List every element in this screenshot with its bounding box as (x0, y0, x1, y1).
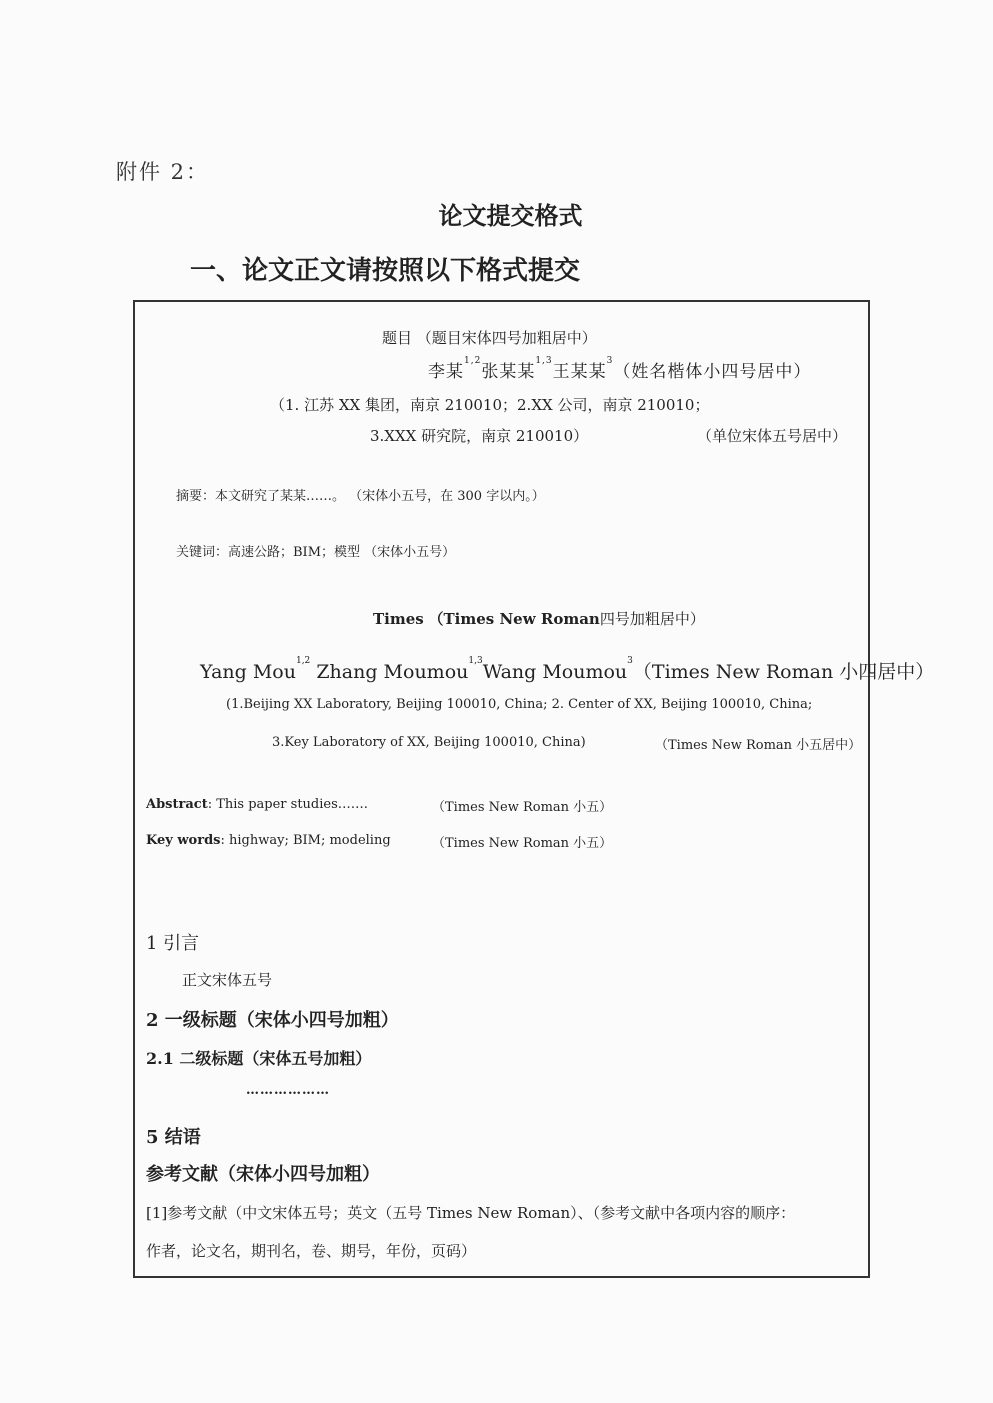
reference-line-2: 作者，论文名，期刊名，卷、期号，年份，页码） (146, 1242, 477, 1260)
cn-affiliation-line-1: （1. 江苏 XX 集团，南京 210010；2.XX 公司，南京 210010； (270, 396, 710, 414)
heading-conclusion: 5 结语 (146, 1127, 201, 1148)
en-title-line (373, 608, 705, 629)
ellipsis-placeholder: ……………… (246, 1083, 330, 1098)
en-author-2: Zhang Moumou (316, 661, 469, 683)
section-heading: 一、论文正文请按照以下格式提交 (190, 256, 581, 286)
en-affiliation-line-2: 3.Key Laboratory of XX, Beijing 100010, China) (272, 735, 586, 750)
cn-author-2: 张某某 (481, 362, 536, 382)
cn-author-1-sup: 1,2 (464, 356, 482, 366)
attachment-label: 附件 2： (116, 160, 210, 184)
en-keywords-label: Key words (146, 833, 221, 848)
en-author-2-sup: 1,3 (468, 656, 483, 666)
en-authors-note: （Times New Roman 小四居中） (632, 661, 935, 683)
cn-affiliation-line-2: 3.XXX 研究院，南京 210010） (370, 427, 589, 445)
en-abstract-text: : This paper studies……. (207, 797, 368, 812)
en-keywords (146, 833, 391, 848)
en-abstract (146, 797, 368, 812)
en-affiliation-note: （Times New Roman 小五居中） (655, 738, 862, 753)
cn-author-1: 李某 (428, 362, 464, 382)
page-title: 论文提交格式 (438, 201, 583, 230)
heading-level-1: 2 一级标题（宋体小四号加粗） (146, 1010, 399, 1031)
en-abstract-note: （Times New Roman 小五） (432, 800, 613, 815)
reference-line-1: [1]参考文献（中文宋体五号；英文（五号 Times New Roman）、（参考文献中各项内容的顺序： (146, 1204, 796, 1222)
en-author-1-sup: 1,2 (295, 656, 311, 666)
en-title-note-font: （Times New Roman (428, 610, 600, 628)
heading-introduction: 1 引言 (146, 933, 200, 954)
cn-author-3-sup: 3 (606, 356, 614, 366)
en-abstract-label: Abstract (146, 797, 208, 812)
en-title: Times (373, 610, 424, 628)
heading-level-2: 2.1 二级标题（宋体五号加粗） (146, 1049, 372, 1068)
cn-abstract: 摘要：本文研究了某某……。 （宋体小五号，在 300 字以内。） (176, 489, 545, 504)
cn-author-2-sup: 1,3 (535, 356, 553, 366)
format-example-frame (133, 300, 870, 1278)
references-heading: 参考文献（宋体小四号加粗） (146, 1164, 380, 1185)
en-keywords-note: （Times New Roman 小五） (432, 836, 613, 851)
en-keywords-text: : highway; BIM; modeling (220, 833, 391, 848)
cn-affiliation-note: （单位宋体五号居中） (697, 427, 848, 445)
en-title-note-rest: 四号加粗居中） (599, 610, 705, 628)
cn-author-3: 王某某 (552, 362, 607, 382)
en-author-3: Wang Moumou (482, 661, 628, 683)
en-author-3-sup: 3 (627, 656, 633, 666)
en-affiliation-line-1: (1.Beijing XX Laboratory, Beijing 100010, China; 2. Center of XX, Beijing 100010, China; (226, 697, 813, 712)
cn-authors-line (428, 357, 811, 382)
intro-body-text: 正文宋体五号 (182, 971, 273, 989)
cn-keywords: 关键词：高速公路；BIM；模型 （宋体小五号） (176, 545, 456, 560)
en-authors-line (200, 657, 934, 684)
cn-title-line: 题目 （题目宋体四号加粗居中） (382, 329, 597, 347)
en-author-1: Yang Mou (200, 661, 296, 683)
cn-authors-note: （姓名楷体小四号居中） (613, 362, 812, 382)
